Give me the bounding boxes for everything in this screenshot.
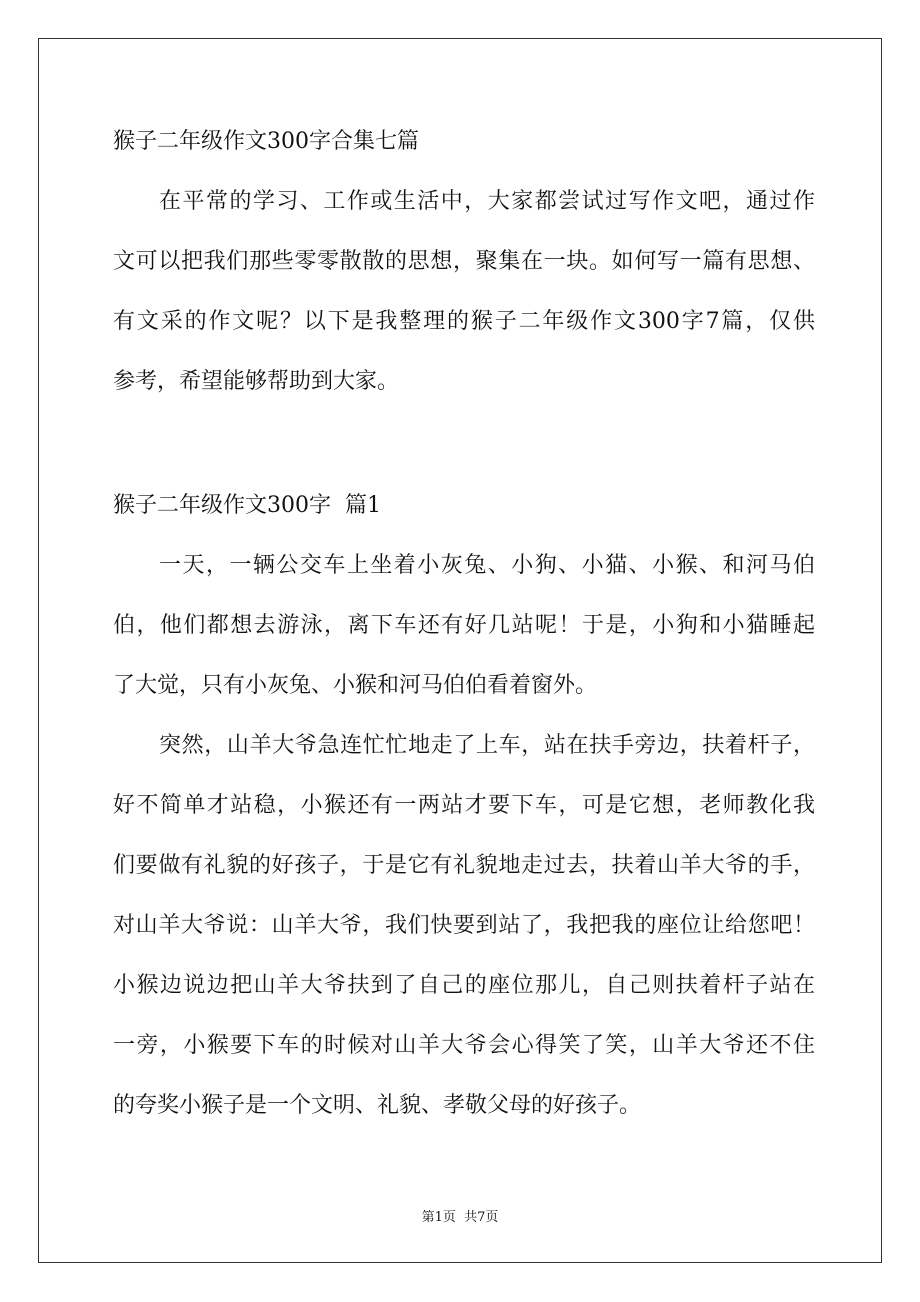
document-body (113, 112, 815, 1136)
paragraph-line: 突然，山羊大爷急连忙忙地走了上车，站在扶手旁边，扶着杆子， (159, 733, 815, 758)
page-number: 第1页 共7页 (421, 1210, 499, 1225)
paragraph-line: 一旁，小猴要下车的时候对山羊大爷会心得笑了笑，山羊大爷还不住 (113, 1033, 815, 1058)
intro-line: 参考，希望能够帮助到大家。 (113, 369, 400, 394)
section-title: 猴子二年级作文300字 篇1 (113, 493, 381, 518)
paragraph-line: 了大觉，只有小灰兔、小猴和河马伯伯看着窗外。 (113, 673, 598, 698)
intro-line: 在平常的学习、工作或生活中，大家都尝试过写作文吧，通过作 (159, 189, 815, 214)
paragraph-line: 小猴边说边把山羊大爷扶到了自己的座位那儿，自己则扶着杆子站在 (113, 973, 815, 998)
intro-line: 文可以把我们那些零零散散的思想，聚集在一块。如何写一篇有思想、 (113, 249, 815, 274)
paragraph-line: 一天，一辆公交车上坐着小灰兔、小狗、小猫、小猴、和河马伯 (159, 553, 815, 578)
intro-line: 有文采的作文呢？以下是我整理的猴子二年级作文300字7篇，仅供 (113, 309, 815, 334)
document-title: 猴子二年级作文300字合集七篇 (113, 129, 419, 154)
paragraph-line: 们要做有礼貌的好孩子，于是它有礼貌地走过去，扶着山羊大爷的手， (113, 853, 815, 878)
paragraph-line: 伯，他们都想去游泳，离下车还有好几站呢！于是，小狗和小猫睡起 (113, 613, 815, 638)
paragraph-line: 好不简单才站稳，小猴还有一两站才要下车，可是它想，老师教化我 (113, 793, 815, 818)
paragraph-line: 的夸奖小猴子是一个文明、礼貌、孝敬父母的好孩子。 (113, 1093, 642, 1118)
paragraph-line: 对山羊大爷说：山羊大爷，我们快要到站了，我把我的座位让给您吧！ (113, 913, 815, 938)
